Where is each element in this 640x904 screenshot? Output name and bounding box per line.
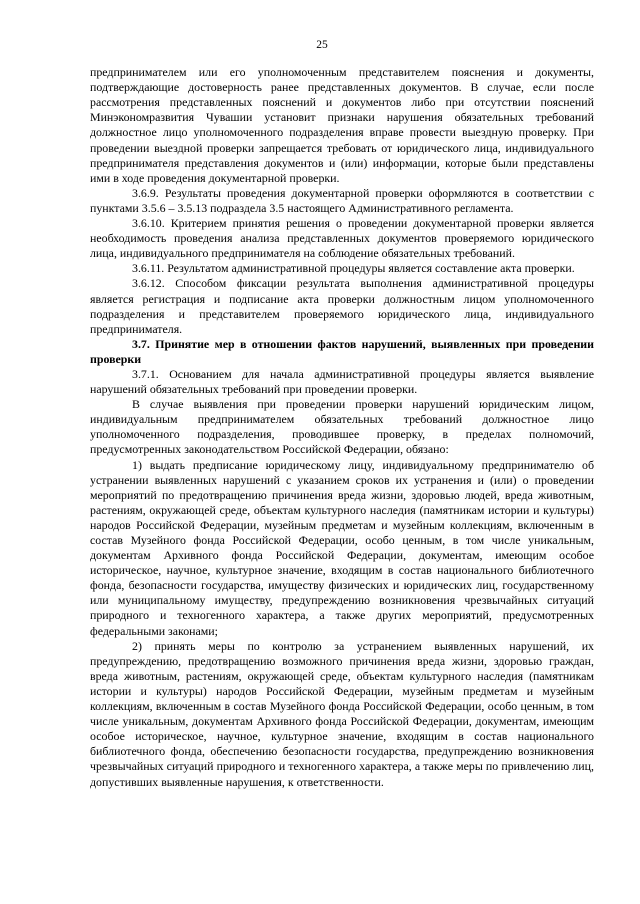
paragraph-3-6-11: 3.6.11. Результатом административной процедуры является составление акта проверки.: [132, 261, 575, 276]
section-heading-3-7: 3.7. Принятие мер в отношении фактов нарушений, выявленных при проведении проверки: [90, 336, 594, 366]
list-item-1: 1) выдать предписание юридическому лицу, индивидуальному предпринимателю об устранении выявленных нарушений с указанием сроков их устранения и (или) о проведении мероприятий по предотвращению причинения вреда жизни, здоровью людей, вреда животным, растениям, окружающей среде, объектам культурного наследия (памятникам истории и культуры) народов Российской Федерации, музейным предметам и музейным коллекциям, включенным в состав Музейного фонда Российской Федерации, особо ценным, в том числе уникальным, документам Архивного фонда Российской Федерации, документам, имеющим особое историческое, научное, культурное значение, входящим в состав национального библиотечного фонда, безопасности государства, имуществу физических и юридических лиц, государственному или муниципальному имуществу, предупреждению возникновения чрезвычайных ситуаций природного и техногенного характера, а также других мероприятий, предусмотренных федеральными законами;: [90, 457, 594, 638]
page-number: 25: [316, 39, 328, 51]
paragraph-3-6-10: 3.6.10. Критерием принятия решения о проведении документарной проверки является необходимость проведения анализа представленных документов проверяемого юридического лица, индивидуального предпринимателя на соблюдение обязательных требований.: [90, 216, 594, 261]
paragraph-3-7-1: 3.7.1. Основанием для начала административной процедуры является выявление нарушений обязательных требований при проведении проверки.: [90, 366, 594, 397]
paragraph-3-6-12: 3.6.12. Способом фиксации результата выполнения административной процедуры является регистрация и подписание акта проверки должностным лицом уполномоченного подразделения и представителем проверяемого юридического лица, индивидуального предпринимателя.: [90, 276, 594, 336]
paragraph-3-6-9: 3.6.9. Результаты проведения документарной проверки оформляются в соответствии с пунктами 3.5.6 – 3.5.13 подраздела 3.5 настоящего Административного регламента.: [90, 185, 594, 215]
paragraph-continuation: предпринимателем или его уполномоченным представителем пояснения и документы, подтверждающие достоверность ранее представленных документов. В случае, если после рассмотрения представленных пояснений и документов либо при отсутствии пояснений Минэкономразвития Чувашии установит признаки нарушения обязательных требований должностное лицо уполномоченного подразделения вправе провести выездную проверку. При проведении выездной проверки запрещается требовать от юридического лица, индивидуального предпринимателя представления документов и (или) информации, которые были представлены ими в ходе проведения документарной проверки.: [90, 65, 594, 185]
list-item-2: 2) принять меры по контролю за устранением выявленных нарушений, их предупреждению, предотвращению возможного причинения вреда жизни, здоровью граждан, вреда животным, растениям, окружающей среде, объектам культурного наследия (памятникам истории и культуры) народов Российской Федерации, музейным предметам и музейным коллекциям, включенным в состав Музейного фонда Российской Федерации, особо ценным, в том числе уникальным, документам Архивного фонда Российской Федерации, документам, имеющим особое историческое, научное, культурное значение, входящим в состав национального библиотечного фонда, обеспечению безопасности государства, предупреждению возникновения чрезвычайных ситуаций природного и техногенного характера, а также меры по привлечению лиц, допустивших выявленные нарушения, к ответственности.: [90, 638, 594, 789]
paragraph-obligations-intro: В случае выявления при проведении проверки нарушений юридическим лицом, индивидуальным предпринимателем обязательных требований должностное лицо уполномоченного подразделения, проводившее проверку, в пределах полномочий, предусмотренных законодательством Российской Федерации, обязано:: [90, 397, 594, 457]
